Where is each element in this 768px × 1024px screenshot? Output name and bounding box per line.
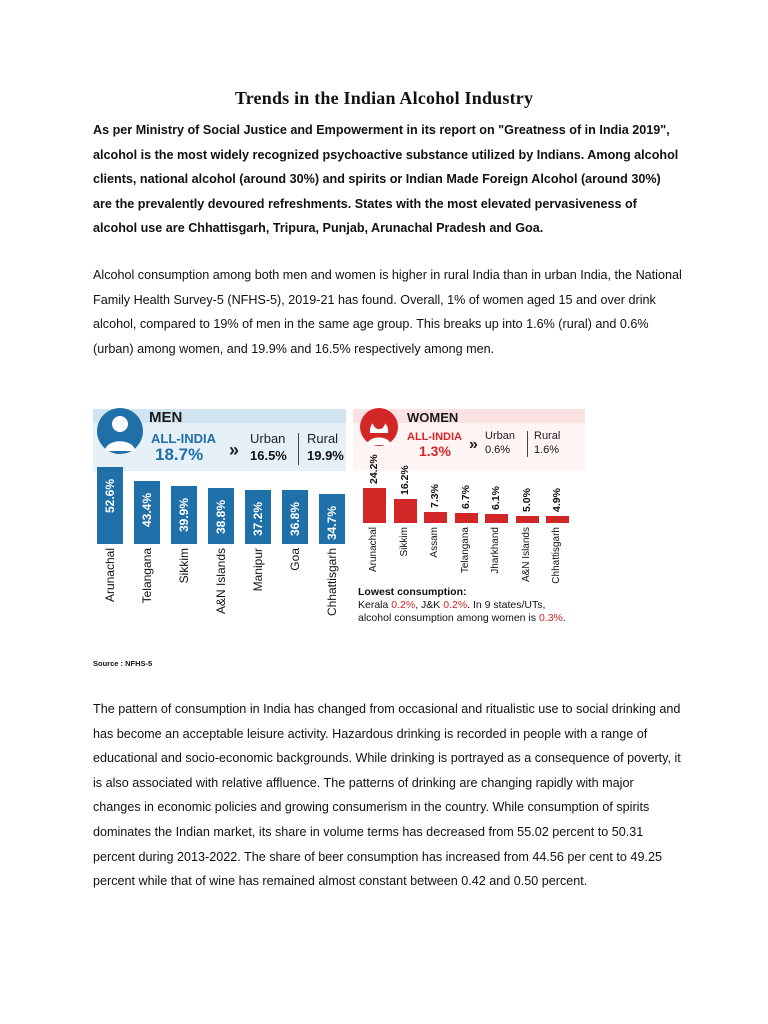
footnote-text: alcohol consumption among women is: [358, 612, 539, 624]
women-chart: [353, 401, 585, 631]
women-category-label: Sikkim: [398, 527, 410, 557]
men-urban-label: Urban: [250, 431, 286, 446]
women-summary-divider: [527, 431, 528, 457]
women-all-india-label: ALL-INDIA: [407, 431, 462, 443]
man-avatar-icon: [96, 407, 144, 459]
women-footnote-line-2: [358, 612, 566, 624]
women-rural-value: 1.6%: [534, 444, 560, 456]
men-bar-value-label: 38.8%: [214, 499, 228, 534]
women-bar-value-label: 6.7%: [459, 485, 472, 510]
footnote-text: Kerala: [358, 599, 392, 611]
women-category-label: Assam: [429, 527, 440, 558]
men-category-label: Goa: [288, 548, 302, 571]
women-category-label: A&N Islands: [520, 527, 532, 583]
women-bar: [546, 516, 569, 523]
footnote-text: , J&K: [415, 599, 444, 611]
men-category-label: Sikkim: [177, 548, 191, 584]
men-all-india-label: ALL-INDIA: [151, 431, 216, 446]
chevron-right-icon: »: [229, 440, 240, 460]
men-bar-value-label: 43.4%: [140, 492, 154, 527]
women-bar: [424, 512, 447, 523]
women-category-label: Arunachal: [368, 527, 379, 573]
women-bar: [455, 513, 478, 523]
paragraph-2: Alcohol consumption among both men and women is higher in rural India than in urban India, the National Family Health Survey-5 (NFHS-5), 2019-21 has found. Overall, 1% of women aged 15 and over drink alcohol, compared to 19% of men in the same age group. This breaks up into 1.6% (rural) and 0.6% (urban) among women, and 19.9% and 16.5% respectively among men.: [93, 268, 682, 356]
men-bar-value-label: 36.8%: [288, 502, 302, 537]
men-category-label: A&N Islands: [214, 548, 228, 615]
footnote-text: .: [562, 612, 566, 624]
women-bar: [394, 499, 417, 523]
women-bar: [363, 488, 386, 523]
women-bar-value-label: 4.9%: [551, 487, 563, 512]
women-bar-value-label: 7.3%: [429, 484, 441, 509]
men-rural-value: 19.9%: [307, 448, 344, 463]
women-urban-label: Urban: [485, 430, 515, 442]
footnote-value: 0.2%: [391, 599, 416, 611]
men-chart: [93, 401, 346, 631]
women-category-label: Chhattisgarh: [551, 527, 562, 584]
men-bar-value-label: 34.7%: [325, 505, 339, 540]
paragraph-1: As per Ministry of Social Justice and Empowerment in its report on "Greatness of in India 2019", alcohol is the most widely recognized psychoactive substance utilized by Indians. Among alcohol clients, national alcohol (around 30%) and spirits or Indian Made Foreign Alcohol (around 30%) are the prevalently devoured refreshments. States with the most elevated pervasiveness of alcohol use are Chhattisgarh, Tripura, Punjab, Arunachal Pradesh and Goa.: [93, 123, 679, 236]
women-title: WOMEN: [407, 410, 459, 425]
men-urban-value: 16.5%: [250, 448, 287, 463]
women-bar-value-label: 5.0%: [520, 487, 533, 512]
women-urban-value: 0.6%: [485, 444, 511, 456]
men-category-label: Arunachal: [103, 548, 117, 603]
women-bar-value-label: 6.1%: [490, 486, 502, 511]
consumption-infographic: [93, 401, 585, 631]
women-bar-value-label: 16.2%: [398, 465, 411, 496]
women-rural-label: Rural: [534, 430, 561, 442]
document-title: Trends in the Indian Alcohol Industry: [234, 88, 534, 108]
footnote-value: 0.3%: [538, 612, 563, 624]
men-category-label: Manipur: [251, 548, 265, 592]
footnote-text: . In 9 states/UTs,: [467, 599, 546, 611]
woman-avatar-icon: [359, 407, 399, 451]
women-bar: [485, 514, 508, 523]
women-bar-value-label: 24.2%: [368, 454, 380, 484]
paragraph-3: The pattern of consumption in India has changed from occasional and ritualistic use to social drinking and has become an acceptable leisure activity. Hazardous drinking is recorded in people with a range of educational and socio-economic backgrounds. While drinking is portrayed as a consequence of poverty, it is also associated with relative affluence. The patterns of drinking are changing rapidly with major changes in economic policies and growing consumerism in the country. While consumption of spirits dominates the Indian market, its share in volume terms has decreased from 55.02 percent to 50.31 percent during 2013-2022. The share of beer consumption has increased from 44.56 per cent to 49.25 percent while that of wine has remained almost constant between 0.42 and 0.50 percent.: [93, 702, 681, 889]
women-category-label: Telangana: [459, 527, 471, 574]
women-bar: [516, 516, 539, 523]
men-summary-divider: [298, 433, 299, 465]
women-all-india-value: 1.3%: [419, 443, 451, 459]
men-bar-value-label: 37.2%: [251, 501, 265, 536]
men-category-label: Telangana: [140, 548, 154, 604]
chevron-right-icon: »: [469, 436, 478, 453]
footnote-value: 0.2%: [443, 599, 468, 611]
women-category-label: Jharkhand: [490, 527, 501, 574]
men-all-india-value: 18.7%: [155, 445, 204, 464]
men-rural-label: Rural: [307, 431, 339, 446]
men-title: MEN: [149, 409, 183, 426]
men-bar-value-label: 39.9%: [177, 497, 191, 532]
women-footnote-line-1: [358, 599, 545, 611]
men-bar-value-label: 52.6%: [103, 479, 117, 514]
women-footnote-title: Lowest consumption:: [358, 586, 467, 598]
source-note: Source : NFHS-5: [93, 659, 153, 668]
men-category-label: Chhattisgarh: [325, 548, 339, 617]
